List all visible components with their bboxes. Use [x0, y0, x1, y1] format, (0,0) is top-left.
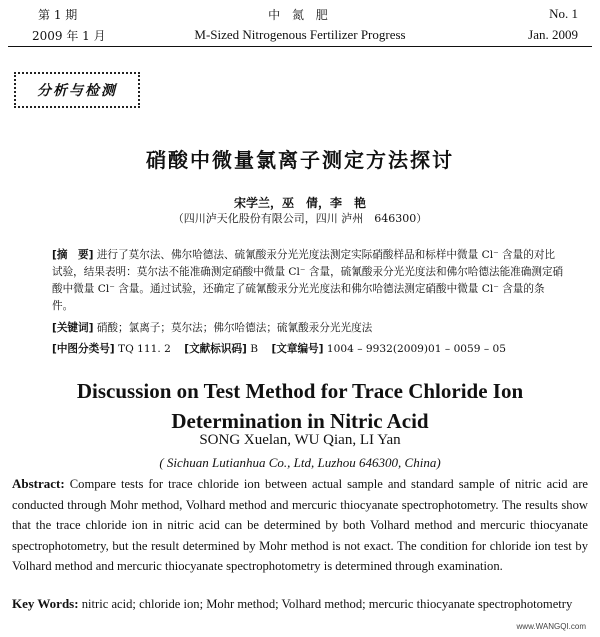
- class-number-value: TQ 111. 2: [118, 343, 171, 355]
- journal-name-en: M-Sized Nitrogenous Fertilizer Progress: [194, 27, 406, 42]
- authors-cn: 宋学兰，巫 倩，李 艳: [233, 196, 366, 210]
- abstract-en-text: Compare tests for trace chloride ion between actual sample and standard sample of nitric acid are conducted through Mohr method, Volhard method and mercuric thiocyanate spectrophotometry. The results show that the trace chloride ion in nitric acid can be determined by both Volhard method and mercuric thiocyanate spectrophotometry, but the result determined by Mohr method is not exact. The condition for chloride ion test by Volhard method and mercuric thiocyanate spectrophotometry is determined through examination.: [12, 477, 588, 573]
- affiliation-en: ( Sichuan Lutianhua Co., Ltd, Luzhou 646300, China): [159, 455, 441, 470]
- section-label: 分析与检测: [14, 72, 140, 108]
- date-cn: 2009 年 1 月: [32, 29, 106, 43]
- paper-title-en: [0, 376, 600, 436]
- doc-code-value: B: [250, 343, 259, 355]
- keywords-en-text: nitric acid; chloride ion; Mohr method; Volhard method; mercuric thiocyanate spectrophotometry: [78, 597, 573, 611]
- paper-title-en-line2: Determination in Nitric Acid: [171, 409, 429, 433]
- doc-code-label: [文献标识码]: [184, 343, 247, 355]
- abstract-en: [12, 474, 588, 577]
- article-number-label: [文章编号]: [271, 343, 324, 355]
- keywords-cn-text: 硝酸；氯离子；莫尔法；佛尔哈德法；硫氰酸汞分光光度法: [96, 322, 373, 334]
- abstract-en-label: Abstract:: [12, 476, 65, 491]
- affiliation-cn: （四川泸天化股份有限公司，四川 泸州 646300）: [172, 212, 428, 225]
- issue-number-cn: 第 1 期: [38, 8, 78, 22]
- date-en: Jan. 2009: [528, 27, 578, 42]
- keywords-en: [12, 594, 588, 615]
- keywords-cn: [52, 320, 564, 337]
- authors-en: SONG Xuelan, WU Qian, LI Yan: [199, 432, 401, 448]
- journal-name-cn: 中 氮 肥: [268, 8, 332, 22]
- abstract-cn-text: 进行了莫尔法、佛尔哈德法、硫氰酸汞分光光度法测定实际硝酸样品和标样中微量 Cl⁻ 含量的对比试验，结果表明：莫尔法不能准确测定硝酸中微量 Cl⁻ 含量，硫氰酸汞分光光度法和佛尔哈德法能准确测定硝酸中微量 Cl⁻ 含量。通过试验，还确定了硫氰酸汞分光光度法和佛尔哈德法测定硝酸中微量 Cl⁻ 含量的条件。: [52, 249, 564, 312]
- class-number-label: [中图分类号]: [52, 343, 115, 355]
- abstract-cn-label: [摘 要]: [52, 249, 94, 261]
- keywords-en-label: Key Words:: [12, 596, 79, 611]
- watermark: www.WANGQI.com: [516, 622, 586, 631]
- abstract-cn: [52, 247, 564, 315]
- header-rule: [8, 46, 592, 47]
- paper-title-cn: 硝酸中微量氯离子测定方法探讨: [146, 148, 454, 172]
- classification-cn: [52, 341, 564, 358]
- article-number-value: 1004 – 9932(2009)01 – 0059 – 05: [326, 343, 507, 355]
- paper-title-en-line1: Discussion on Test Method for Trace Chloride Ion: [76, 379, 524, 403]
- issue-number-en: No. 1: [549, 6, 578, 21]
- keywords-cn-label: [关键词]: [52, 322, 94, 334]
